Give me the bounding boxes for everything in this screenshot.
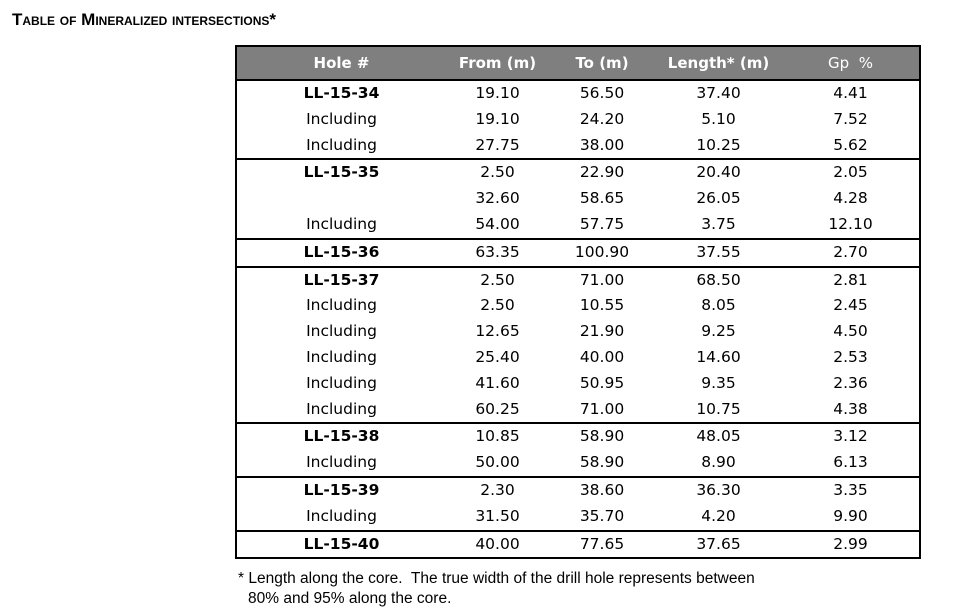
cell-length: 8.90: [701, 453, 736, 472]
cell-to: 58.90: [549, 423, 655, 450]
header-row: [236, 46, 920, 80]
cell-from: 40.00: [446, 531, 549, 559]
cell-length: 5.10: [701, 109, 736, 128]
cell-length: 10.25: [696, 135, 741, 154]
cell-to: 21.90: [579, 322, 625, 341]
cell-from: 32.60: [475, 189, 520, 208]
table-row: [236, 477, 920, 504]
cell-gp-percent: 2.99: [782, 531, 920, 559]
table-row: [236, 186, 920, 212]
cell-hole: LL-15-37: [236, 267, 446, 294]
table-title: Table of Mineralized intersections*: [12, 10, 277, 29]
header-length: Length* (m): [655, 46, 782, 80]
table-header: [236, 46, 920, 80]
cell-gp-percent: 2.70: [782, 239, 920, 267]
cell-hole: Including: [306, 399, 377, 418]
cell-hole: LL-15-36: [236, 239, 446, 267]
cell-hole: Including: [306, 109, 377, 128]
table-row: [236, 345, 920, 371]
table-body: [236, 80, 920, 558]
cell-hole: Including: [306, 296, 377, 315]
table-row: [236, 212, 920, 239]
header-gp-percent: Gp %: [782, 46, 920, 80]
cell-length: 37.55: [655, 239, 782, 267]
cell-from: 41.60: [475, 373, 520, 392]
cell-gp-percent: 4.28: [833, 189, 868, 208]
table-row: [236, 80, 920, 107]
cell-hole: LL-15-34: [303, 84, 380, 102]
cell-to: 71.00: [549, 267, 655, 294]
cell-gp-percent: 2.53: [833, 347, 868, 366]
cell-to: 57.75: [579, 214, 625, 233]
table-row: [236, 371, 920, 397]
cell-length: 48.05: [655, 423, 782, 450]
cell-from: 2.50: [446, 159, 549, 186]
cell-to: 58.65: [579, 189, 625, 208]
table-row: [236, 423, 920, 450]
cell-hole: LL-15-40: [236, 531, 446, 559]
cell-to: 50.95: [579, 373, 625, 392]
cell-from: 19.10: [475, 109, 520, 128]
cell-from: 63.35: [446, 239, 549, 267]
table-row: [236, 450, 920, 477]
cell-length: 20.40: [655, 159, 782, 186]
cell-hole: Including: [306, 214, 377, 233]
cell-hole: Including: [306, 135, 377, 154]
cell-gp-percent: 6.13: [833, 453, 868, 472]
cell-gp-percent: 4.50: [833, 322, 868, 341]
header-to: To (m): [549, 46, 655, 80]
cell-hole: Including: [306, 453, 377, 472]
header-hole: Hole #: [236, 46, 446, 80]
cell-length: 36.30: [655, 477, 782, 504]
cell-to: 24.20: [579, 109, 625, 128]
footnote-line-2: 80% and 95% along the core.: [248, 590, 452, 607]
intersections-table-container: [235, 45, 919, 559]
table-row: [236, 159, 920, 186]
cell-from: 10.85: [446, 423, 549, 450]
cell-to: 71.00: [579, 399, 625, 418]
header-from: From (m): [446, 46, 549, 80]
table-row: [236, 504, 920, 531]
cell-hole: Including: [306, 347, 377, 366]
footnote: [238, 569, 755, 609]
cell-length: 68.50: [655, 267, 782, 294]
cell-length: 10.75: [696, 399, 741, 418]
cell-gp-percent: 9.90: [833, 506, 868, 525]
cell-hole: LL-15-35: [236, 159, 446, 186]
cell-length: 9.35: [701, 373, 736, 392]
cell-gp-percent: 3.35: [782, 477, 920, 504]
table-row: [236, 531, 920, 559]
cell-hole: [236, 186, 446, 212]
cell-length: 9.25: [701, 322, 736, 341]
mineralized-intersections-table: [235, 45, 921, 559]
cell-hole: LL-15-39: [236, 477, 446, 504]
cell-length: 37.65: [655, 531, 782, 559]
cell-gp-percent: 12.10: [828, 214, 873, 233]
cell-gp-percent: 2.05: [782, 159, 920, 186]
cell-to: 35.70: [579, 506, 625, 525]
cell-to: 22.90: [549, 159, 655, 186]
cell-gp-percent: 5.62: [833, 135, 868, 154]
table-row: [236, 397, 920, 424]
cell-to: 38.00: [579, 135, 625, 154]
cell-hole: LL-15-38: [236, 423, 446, 450]
table-row: [236, 293, 920, 319]
cell-length: 8.05: [701, 296, 736, 315]
table-row: [236, 239, 920, 267]
cell-gp-percent: 2.45: [833, 296, 868, 315]
cell-gp-percent: 7.52: [833, 109, 868, 128]
cell-to: 38.60: [549, 477, 655, 504]
cell-from: 2.50: [446, 267, 549, 294]
cell-to: 100.90: [549, 239, 655, 267]
cell-to: 56.50: [579, 84, 625, 102]
cell-from: 54.00: [475, 214, 520, 233]
cell-to: 77.65: [549, 531, 655, 559]
cell-length: 26.05: [696, 189, 741, 208]
cell-from: 2.50: [480, 296, 515, 315]
cell-from: 2.30: [446, 477, 549, 504]
footnote-line-1: * Length along the core. The true width of the drill hole represents between: [238, 570, 755, 587]
cell-gp-percent: 4.41: [833, 84, 868, 102]
cell-length: 3.75: [701, 214, 736, 233]
cell-length: 14.60: [696, 347, 741, 366]
cell-from: 19.10: [475, 84, 520, 102]
cell-from: 60.25: [475, 399, 520, 418]
cell-to: 10.55: [579, 296, 625, 315]
cell-gp-percent: 3.12: [782, 423, 920, 450]
table-row: [236, 267, 920, 294]
cell-hole: Including: [306, 373, 377, 392]
table-row: [236, 319, 920, 345]
cell-from: 50.00: [475, 453, 520, 472]
cell-to: 58.90: [579, 453, 625, 472]
cell-gp-percent: 2.36: [833, 373, 868, 392]
cell-from: 31.50: [475, 506, 520, 525]
cell-length: 37.40: [696, 84, 741, 102]
cell-length: 4.20: [701, 506, 736, 525]
cell-from: 25.40: [475, 347, 520, 366]
cell-gp-percent: 2.81: [782, 267, 920, 294]
table-row: [236, 133, 920, 160]
cell-hole: Including: [306, 322, 377, 341]
cell-from: 12.65: [475, 322, 520, 341]
cell-gp-percent: 4.38: [833, 399, 868, 418]
cell-from: 27.75: [475, 135, 520, 154]
table-row: [236, 107, 920, 133]
cell-hole: Including: [306, 506, 377, 525]
cell-to: 40.00: [579, 347, 625, 366]
